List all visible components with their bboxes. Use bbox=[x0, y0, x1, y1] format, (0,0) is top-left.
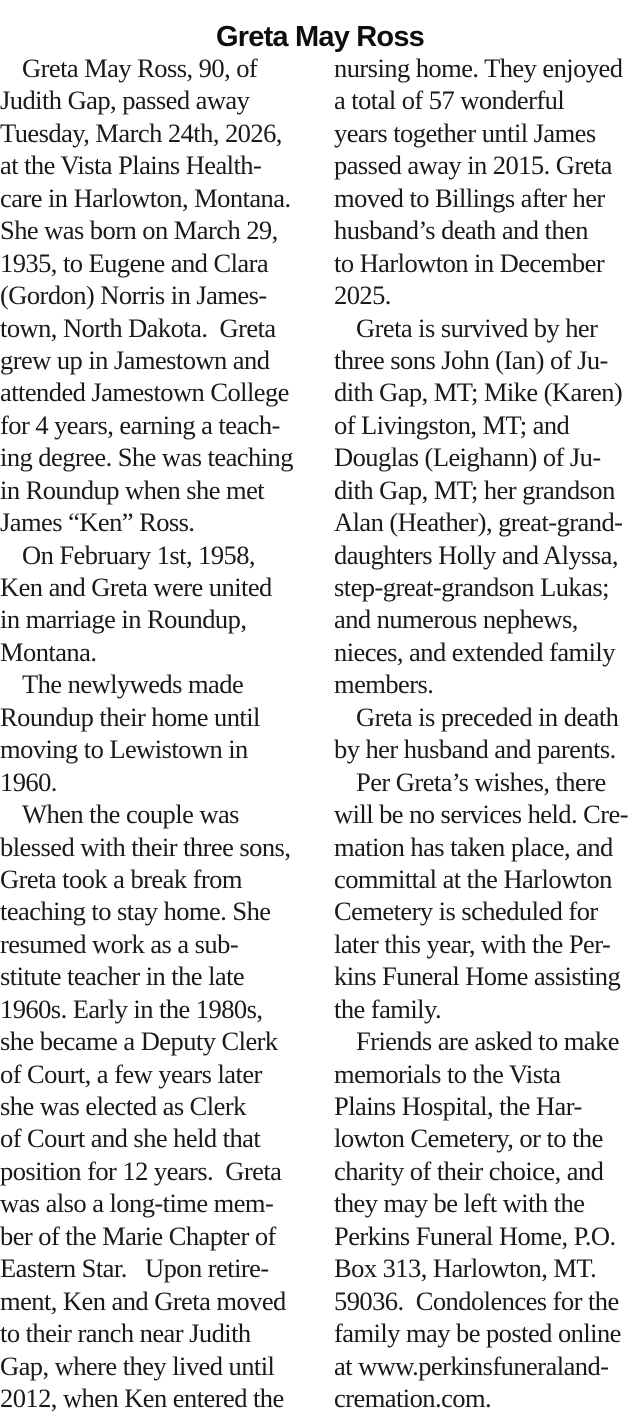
text-line: Roundup their home until bbox=[0, 701, 260, 732]
text-line: to Harlowton in December bbox=[334, 247, 605, 278]
text-line: moving to Lewistown in bbox=[0, 734, 248, 765]
text-line: Montana. bbox=[0, 636, 97, 667]
text-line: committal at the Harlowton bbox=[334, 863, 612, 894]
paragraph-first-line: Per Greta’s wishes, there bbox=[356, 766, 606, 797]
text-line: nursing home. They enjoyed bbox=[334, 53, 623, 83]
text-line: a total of 57 wonderful bbox=[334, 85, 565, 116]
text-line: attended Jamestown College bbox=[0, 377, 289, 408]
text-line: members. bbox=[334, 669, 434, 700]
text-line: position for 12 years. Greta bbox=[0, 1155, 282, 1186]
text-line: Judith Gap, passed away bbox=[0, 85, 250, 116]
text-line: Box 313, Harlowton, MT. bbox=[334, 1253, 597, 1284]
text-line: Eastern Star. Upon retire- bbox=[0, 1253, 269, 1284]
text-line: 2012, when Ken entered the bbox=[0, 1382, 284, 1413]
text-line: Perkins Funeral Home, P.O. bbox=[334, 1220, 616, 1251]
text-line: Plains Hospital, the Har- bbox=[334, 1091, 582, 1121]
text-line: Alan (Heather), great-grand- bbox=[334, 507, 623, 538]
text-line: 1960. bbox=[0, 766, 57, 797]
text-line: to their ranch near Judith bbox=[0, 1318, 251, 1349]
text-line: in Roundup when she met bbox=[0, 474, 265, 505]
paragraph-first-line: Greta is survived by her bbox=[356, 312, 598, 343]
text-line: daughters Holly and Alyssa, bbox=[334, 539, 618, 570]
text-line: lowton Cemetery, or to the bbox=[334, 1123, 603, 1154]
text-line: she was elected as Clerk bbox=[0, 1091, 246, 1121]
text-line: in marriage in Roundup, bbox=[0, 604, 247, 635]
text-line: 1960s. Early in the 1980s, bbox=[0, 993, 263, 1024]
text-line: of Livingston, MT; and bbox=[334, 409, 570, 440]
obituary-column-right bbox=[334, 52, 640, 1414]
text-line: nieces, and extended family bbox=[334, 636, 615, 667]
text-line: ing degree. She was teaching bbox=[0, 442, 293, 473]
text-line: ber of the Marie Chapter of bbox=[0, 1220, 276, 1251]
text-line: family may be posted online bbox=[334, 1318, 621, 1349]
text-line: James “Ken” Ross. bbox=[0, 507, 195, 538]
text-line: moved to Billings after her bbox=[334, 182, 605, 213]
text-line: She was born on March 29, bbox=[0, 215, 278, 246]
text-line: years together until James bbox=[334, 117, 596, 148]
text-line: blessed with their three sons, bbox=[0, 831, 291, 862]
text-line: by her husband and parents. bbox=[334, 734, 616, 765]
text-line: stitute teacher in the late bbox=[0, 961, 245, 992]
text-line: will be no services held. Cre- bbox=[334, 799, 629, 830]
text-line: dith Gap, MT; Mike (Karen) bbox=[334, 377, 623, 408]
text-line: teaching to stay home. She bbox=[0, 896, 271, 927]
text-line: and numerous nephews, bbox=[334, 604, 578, 635]
text-line: town, North Dakota. Greta bbox=[0, 312, 276, 343]
text-line: was also a long-time mem- bbox=[0, 1188, 274, 1219]
paragraph-first-line: Greta is preceded in death bbox=[356, 701, 619, 732]
text-line: at the Vista Plains Health- bbox=[0, 150, 262, 181]
text-line: the family. bbox=[334, 993, 442, 1024]
text-line: three sons John (Ian) of Ju- bbox=[334, 344, 608, 375]
text-line: of Court, a few years later bbox=[0, 1058, 262, 1089]
text-line: dith Gap, MT; her grandson bbox=[334, 474, 615, 505]
text-line: they may be left with the bbox=[334, 1188, 585, 1219]
text-line: charity of their choice, and bbox=[334, 1155, 604, 1186]
paragraph-first-line: Greta May Ross, 90, of bbox=[22, 53, 258, 83]
obituary-column-left bbox=[0, 52, 320, 1414]
text-line: she became a Deputy Clerk bbox=[0, 1026, 278, 1057]
text-line: for 4 years, earning a teach- bbox=[0, 409, 280, 440]
text-line: at www.perkinsfuneraland- bbox=[334, 1350, 609, 1381]
text-line: 2025. bbox=[334, 280, 391, 311]
text-line: (Gordon) Norris in James- bbox=[0, 280, 267, 311]
text-line: husband’s death and then bbox=[334, 215, 588, 246]
paragraph-first-line: When the couple was bbox=[22, 799, 239, 830]
text-line: Gap, where they lived until bbox=[0, 1350, 275, 1381]
text-line: grew up in Jamestown and bbox=[0, 344, 270, 375]
text-line: ment, Ken and Greta moved bbox=[0, 1285, 286, 1316]
text-line: passed away in 2015. Greta bbox=[334, 150, 612, 181]
text-line: Tuesday, March 24th, 2026, bbox=[0, 117, 282, 148]
text-line: of Court and she held that bbox=[0, 1123, 261, 1154]
text-line: 59036. Condolences for the bbox=[334, 1285, 619, 1316]
text-line: Greta took a break from bbox=[0, 863, 242, 894]
text-line: 1935, to Eugene and Clara bbox=[0, 247, 269, 278]
text-line: memorials to the Vista bbox=[334, 1058, 561, 1089]
text-line: kins Funeral Home assisting bbox=[334, 961, 621, 992]
text-line: Cemetery is scheduled for bbox=[334, 896, 598, 927]
text-line: later this year, with the Per- bbox=[334, 928, 611, 959]
obituary-title: Greta May Ross bbox=[216, 21, 424, 54]
text-line: Ken and Greta were united bbox=[0, 572, 272, 602]
paragraph-first-line: On February 1st, 1958, bbox=[22, 539, 255, 570]
text-line: mation has taken place, and bbox=[334, 831, 613, 862]
text-line: cremation.com. bbox=[334, 1382, 492, 1413]
paragraph-first-line: The newlyweds made bbox=[22, 669, 244, 700]
text-line: care in Harlowton, Montana. bbox=[0, 182, 291, 213]
text-line: resumed work as a sub- bbox=[0, 928, 239, 959]
text-line: step-great-grandson Lukas; bbox=[334, 572, 609, 602]
paragraph-first-line: Friends are asked to make bbox=[356, 1026, 619, 1057]
text-line: Douglas (Leighann) of Ju- bbox=[334, 442, 601, 473]
